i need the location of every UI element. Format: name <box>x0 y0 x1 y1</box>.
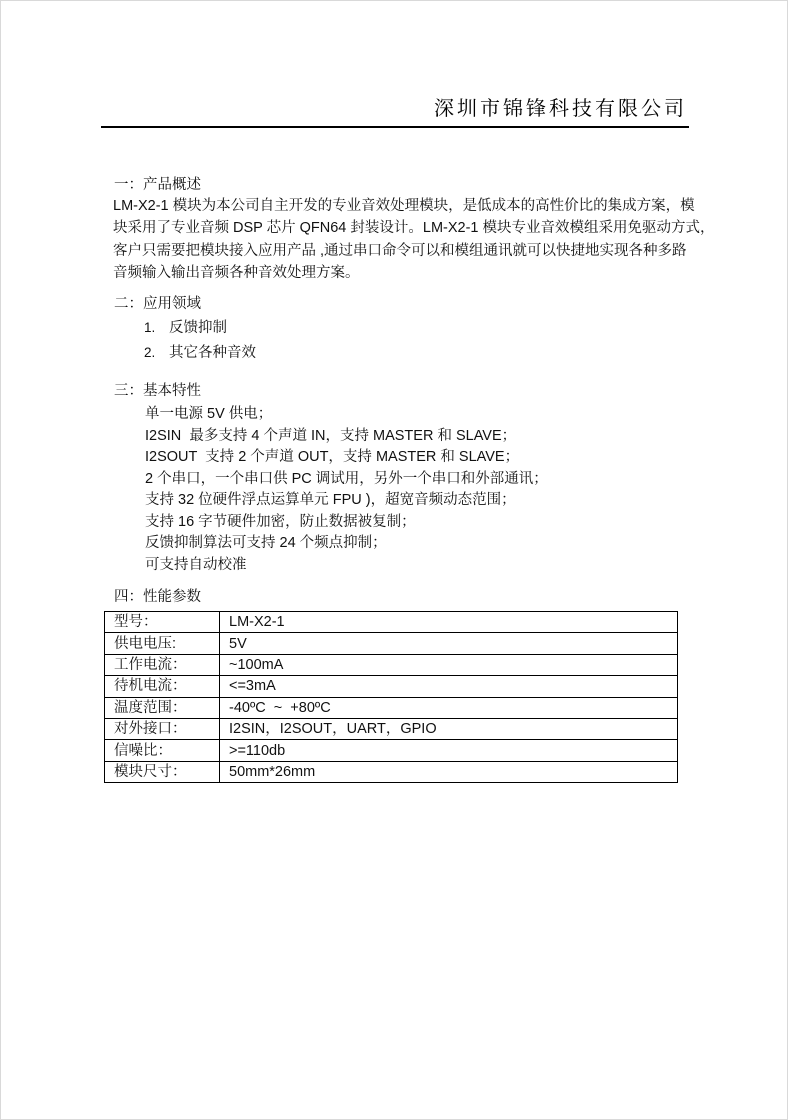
table-row <box>105 676 678 697</box>
param-value: 50mm*26mm <box>220 761 678 782</box>
param-label: 型号： <box>105 612 220 633</box>
table-row <box>105 697 678 718</box>
feature-line: 可支持自动校准 <box>145 556 247 573</box>
param-label: 工作电流： <box>105 654 220 675</box>
param-label: 待机电流： <box>105 676 220 697</box>
paragraph-line: 客户只需要把模块接入应用产品 ,通过串口命令可以和模组通讯就可以快捷地实现各种多路 <box>113 242 687 259</box>
list-item <box>144 318 227 338</box>
feature-line: I2SIN 最多支持 4 个声道 IN，支持 MASTER 和 SLAVE； <box>145 427 517 444</box>
params-table <box>104 611 678 783</box>
list-item-number: 1. <box>144 320 156 335</box>
list-item-label: 其它各种音效 <box>169 345 256 361</box>
param-value: ~100mA <box>220 654 678 675</box>
param-value: I2SIN，I2SOUT，UART，GPIO <box>220 718 678 739</box>
param-label: 温度范围： <box>105 697 220 718</box>
table-row <box>105 612 678 633</box>
section1-paragraph <box>113 195 715 284</box>
table-row <box>105 633 678 654</box>
header-rule <box>101 126 689 128</box>
paragraph-line: 块采用了专业音频 DSP 芯片 QFN64 封装设计。LM-X2-1 模块专业音效模组采用免驱动方式， <box>113 220 715 237</box>
table-row <box>105 761 678 782</box>
paragraph-line: 音频输入输出音频各种音效处理方案。 <box>113 264 360 281</box>
param-label: 供电电压: <box>105 633 220 654</box>
table-row <box>105 654 678 675</box>
section3-heading: 三：基本特性 <box>114 383 201 399</box>
param-value: -40ºC ~ +80ºC <box>220 697 678 718</box>
table-row <box>105 718 678 739</box>
section3-feature-list <box>145 404 548 576</box>
section1-heading: 一：产品概述 <box>114 177 201 193</box>
param-value: LM-X2-1 <box>220 612 678 633</box>
param-label: 信噪比： <box>105 740 220 761</box>
table-row <box>105 740 678 761</box>
feature-line: I2SOUT 支持 2 个声道 OUT，支持 MASTER 和 SLAVE； <box>145 449 520 465</box>
section2-heading: 二：应用领域 <box>114 296 201 312</box>
list-item-label: 反馈抑制 <box>169 320 227 336</box>
section4-heading: 四：性能参数 <box>114 589 201 605</box>
feature-line: 反馈抑制算法可支持 24 个频点抑制； <box>145 535 387 551</box>
feature-line: 单一电源 5V 供电； <box>145 406 273 422</box>
paragraph-line: LM-X2-1 模块为本公司自主开发的专业音效处理模块，是低成本的高性价比的集成方案，模 <box>113 198 695 214</box>
company-name: 深圳市锦锋科技有限公司 <box>434 98 687 120</box>
feature-line: 支持 16 字节硬件加密，防止数据被复制； <box>145 513 416 530</box>
param-label: 对外接口： <box>105 718 220 739</box>
param-label: 模块尺寸： <box>105 761 220 782</box>
list-item <box>144 343 256 363</box>
feature-line: 2 个串口，一个串口供 PC 调试用，另外一个串口和外部通讯； <box>145 470 548 487</box>
param-value: <=3mA <box>220 676 678 697</box>
param-value: 5V <box>220 633 678 654</box>
param-value: >=110db <box>220 740 678 761</box>
list-item-number: 2. <box>144 345 156 360</box>
feature-line: 支持 32 位硬件浮点运算单元 FPU )，超宽音频动态范围； <box>145 492 516 508</box>
